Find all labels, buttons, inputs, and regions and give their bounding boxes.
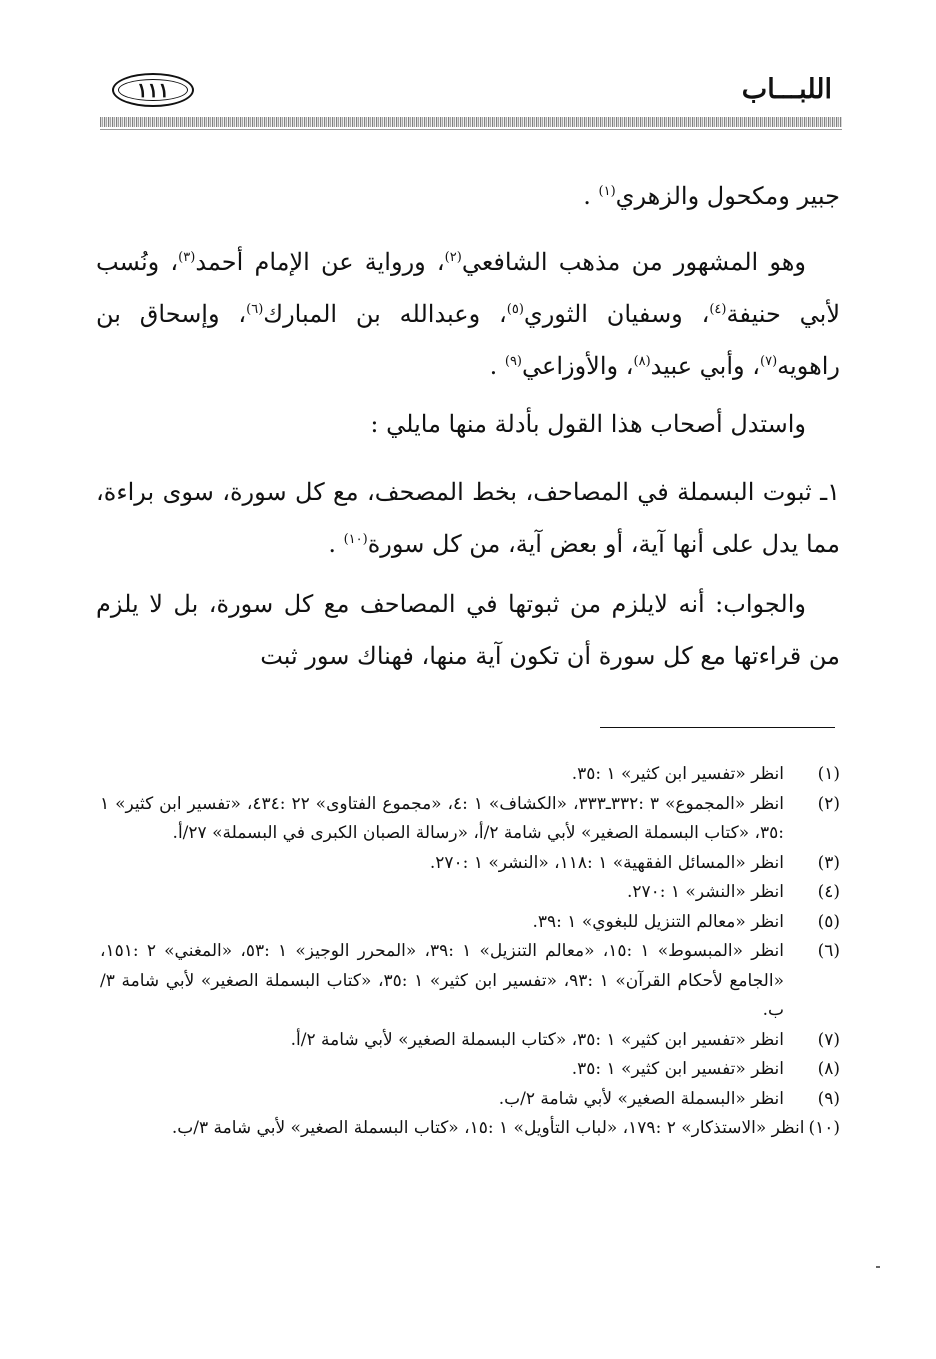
- p2-seg-c: ، ونُسب لأبي حنيفة: [96, 248, 841, 328]
- footnote-number: (٧): [817, 1029, 840, 1050]
- paragraph-1: [96, 170, 840, 222]
- paragraph-5: والجواب: أنه لايلزم من ثبوتها في المصاحف مع كل سورة، بل لا يلزم من قراءتها مع كل سورة أن تكون آية منها، فهناك سور ثبت: [96, 590, 840, 670]
- paragraph-4-text: ١ـ ثبوت البسملة في المصاحف، بخط المصحف، مع كل سورة، سوى براءة، مما يدل على أنها آية، أو بعض آية، من كل سورة: [96, 478, 840, 558]
- paragraph-2: [96, 236, 840, 392]
- footnote-ref-5: (٥): [506, 302, 524, 317]
- footnote-text: انظر «البسملة الصغير» لأبي شامة ٢/ب.: [498, 1088, 784, 1109]
- footnote-number: (٦): [817, 941, 840, 961]
- footnote-8: [100, 1055, 840, 1085]
- footnote-ref-2: (٢): [444, 250, 462, 265]
- footnote-ref-7: (٧): [760, 354, 778, 369]
- footnote-number: (١٠): [808, 1118, 840, 1138]
- footnote-text: انظر «تفسير ابن كثير» ١ :٣٥.: [571, 1059, 784, 1079]
- footnote-4: [100, 878, 840, 908]
- paragraph-4-end: .: [328, 530, 344, 558]
- footnote-3: [100, 849, 840, 879]
- paragraph-3: واستدل أصحاب هذا القول بأدلة منها مايلي :: [370, 410, 806, 438]
- header-rule-thin: [100, 129, 842, 130]
- footnote-number: (٤): [817, 882, 840, 902]
- footnote-ref-8: (٨): [633, 354, 651, 369]
- footnote-number: (٨): [817, 1059, 840, 1079]
- page-number: ١١١: [136, 78, 170, 102]
- footnote-text: انظر «تفسير ابن كثير» ١ :٣٥.: [571, 764, 784, 784]
- p2-seg-f: ، وإسحاق بن راهويه: [96, 300, 840, 380]
- scan-artifact: [876, 1266, 880, 1268]
- footnote-ref-10: (١٠): [343, 532, 368, 547]
- footnote-1: [100, 760, 840, 790]
- page-number-oval: [112, 73, 194, 107]
- footnote-text: انظر «المسائل الفقهية» ١ :١١٨، «النشر» ١ :٢٧٠.: [429, 852, 784, 873]
- p2-seg-h: ، والأوزاعي: [522, 352, 634, 380]
- footnote-10: [100, 1114, 840, 1144]
- p2-end: .: [489, 352, 505, 380]
- footnote-number: (٩): [817, 1088, 840, 1109]
- p2-seg-a: وهو المشهور من مذهب الشافعي: [461, 248, 807, 276]
- paragraph-1-end: .: [583, 182, 599, 210]
- footnote-ref-6: (٦): [246, 302, 264, 317]
- footnote-7: [100, 1026, 840, 1056]
- footnote-text: انظر «المجموع» ٣ :٣٣٢ـ٣٣٣، «الكشاف» ١ :٤، «مجموع الفتاوى» ٢٢ :٤٣٤، «تفسير ابن كثير» ١ :٣٥، «كتاب البسملة الصغير» لأبي شامة ٢/أ، «رسالة الصبان الكبرى في البسملة» ٢٧/أ.: [100, 793, 784, 843]
- footnote-ref-9: (٩): [504, 354, 522, 369]
- footnote-number: (٥): [817, 911, 840, 932]
- footnote-2: [100, 790, 840, 849]
- p2-seg-e: ، وعبدالله بن المبارك: [263, 300, 507, 328]
- footnote-text: انظر «تفسير ابن كثير» ١ :٣٥، «كتاب البسملة الصغير» لأبي شامة ٢/أ.: [290, 1029, 784, 1050]
- footnote-ref-4: (٤): [709, 302, 727, 317]
- header-rule: [100, 117, 842, 127]
- paragraph-1-text: جبير ومكحول والزهري: [615, 182, 840, 210]
- p2-seg-d: ، وسفيان الثوري: [523, 300, 710, 328]
- footnote-number: (٢): [817, 793, 840, 814]
- footnotes: [100, 760, 840, 1144]
- footnote-text: انظر «الاستذكار» ٢ :١٧٩، «لباب التأويل» ١ :١٥، «كتاب البسملة الصغير» لأبي شامة ٣/ب.: [171, 1118, 805, 1138]
- footnote-text: انظر «المبسوط» ١ :١٥، «معالم التنزيل» ١ :٣٩، «المحرر الوجيز» ١ :٥٣، «المغني» ٢ :١٥١، «الجامع لأحكام القرآن» ١ :٩٣، «تفسير ابن كثير» ١ :٣٥، «كتاب البسملة الصغير» لأبي شامة ٣/ب.: [100, 941, 784, 1020]
- footnote-9: [100, 1085, 840, 1115]
- footnote-ref-1: (١): [598, 184, 616, 199]
- footnote-text: انظر «معالم التنزيل للبغوي» ١ :٣٩.: [532, 911, 784, 932]
- footnote-ref-3: (٣): [178, 250, 196, 265]
- footnote-6: [100, 937, 840, 1026]
- p2-seg-g: ، وأبي عبيد: [650, 352, 760, 380]
- footnote-separator: [600, 727, 835, 728]
- running-header-title: اللبـــاب: [741, 74, 832, 105]
- footnote-text: انظر «النشر» ١ :٢٧٠.: [626, 882, 784, 902]
- footnote-number: (١): [817, 764, 840, 784]
- paragraph-4: [96, 466, 840, 570]
- footnote-number: (٣): [817, 852, 840, 873]
- p2-seg-b: ، ورواية عن الإمام أحمد: [195, 248, 445, 276]
- footnote-5: [100, 908, 840, 938]
